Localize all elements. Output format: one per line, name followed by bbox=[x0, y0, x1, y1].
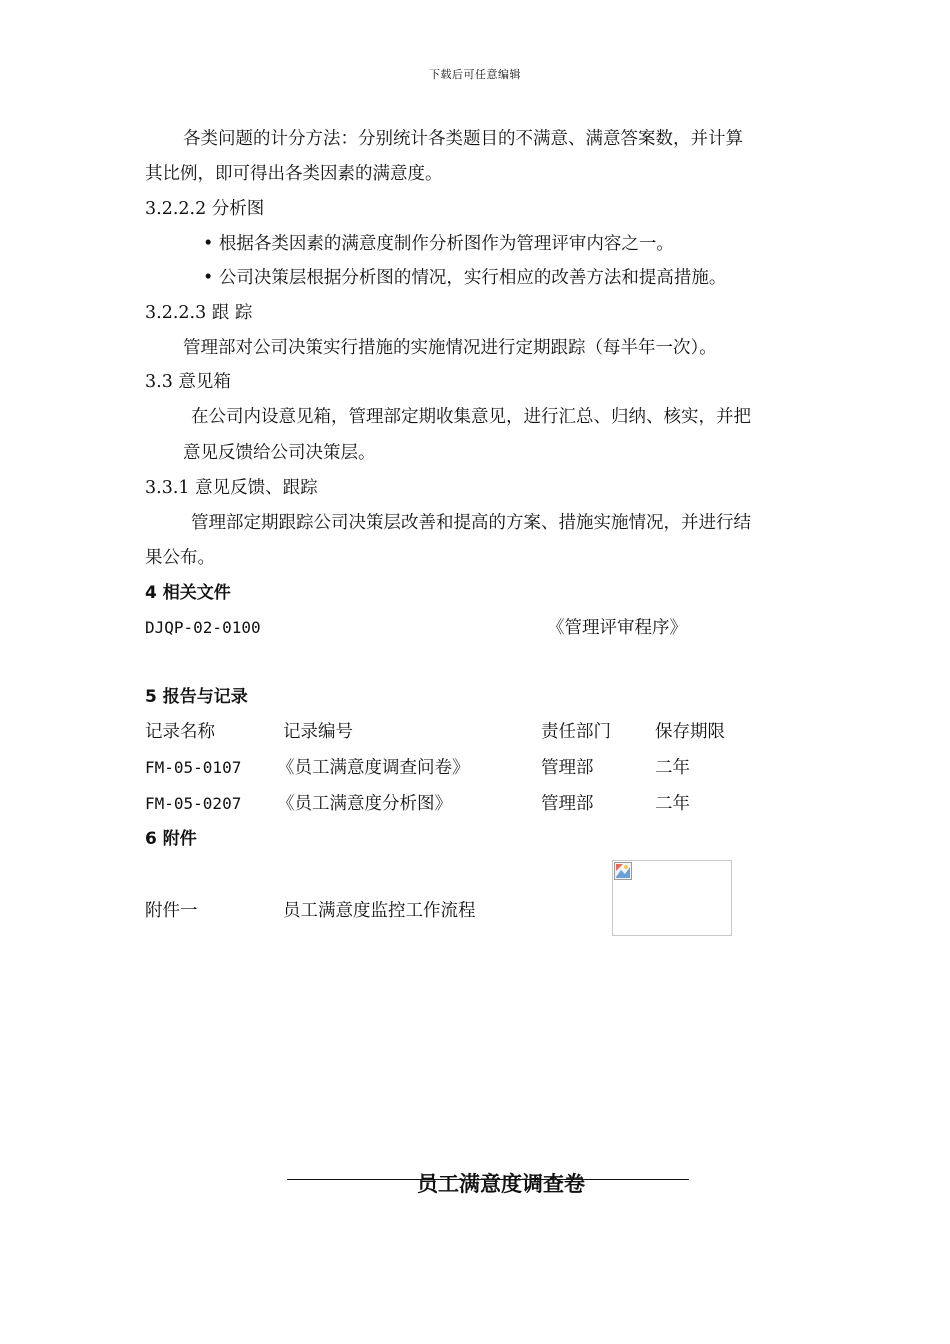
paragraph-line: 在公司内设意见箱，管理部定期收集意见，进行汇总、归纳、核实，并把 bbox=[191, 407, 751, 427]
table-header-cell: 保存期限 bbox=[655, 722, 725, 742]
table-cell: 二年 bbox=[655, 794, 690, 814]
table-header-cell: 记录编号 bbox=[283, 722, 353, 742]
page-header: 下载后可任意编辑 bbox=[429, 68, 521, 81]
section-heading: 3.2.2.2 分析图 bbox=[145, 199, 265, 219]
table-cell: FM-05-0107 bbox=[145, 758, 242, 777]
table-cell: 管理部 bbox=[541, 794, 594, 814]
broken-image-icon bbox=[614, 862, 632, 880]
bullet-item: • 公司决策层根据分析图的情况，实行相应的改善方法和提高措施。 bbox=[203, 268, 727, 288]
doc-name: 《管理评审程序》 bbox=[547, 618, 687, 638]
table-cell: 《员工满意度分析图》 bbox=[277, 794, 452, 814]
section-heading: 4 相关文件 bbox=[145, 583, 231, 603]
paragraph-line: 其比例，即可得出各类因素的满意度。 bbox=[145, 164, 443, 184]
section-heading: 5 报告与记录 bbox=[145, 687, 248, 707]
table-header-cell: 记录名称 bbox=[145, 722, 215, 742]
section-heading: 3.3 意见箱 bbox=[145, 372, 231, 392]
table-cell: FM-05-0207 bbox=[145, 794, 242, 813]
section-heading: 3.3.1 意见反馈、跟踪 bbox=[145, 478, 318, 498]
paragraph-line: 果公布。 bbox=[145, 548, 215, 568]
paragraph-line: 管理部定期跟踪公司决策层改善和提高的方案、措施实施情况，并进行结 bbox=[191, 513, 751, 533]
attachment-name: 员工满意度监控工作流程 bbox=[283, 901, 476, 921]
paragraph-line: 管理部对公司决策实行措施的实施情况进行定期跟踪（每半年一次）。 bbox=[183, 338, 717, 358]
doc-code: DJQP-02-0100 bbox=[145, 618, 261, 637]
bullet-item: • 根据各类因素的满意度制作分析图作为管理评审内容之一。 bbox=[203, 234, 674, 254]
attachment-label: 附件一 bbox=[145, 901, 198, 921]
attachment-image-placeholder[interactable] bbox=[612, 860, 732, 936]
survey-title-block bbox=[287, 1168, 689, 1198]
section-heading: 3.2.2.3 跟 踪 bbox=[145, 303, 253, 323]
survey-title: 员工满意度调查卷 bbox=[417, 1172, 585, 1196]
table-cell: 二年 bbox=[655, 758, 690, 778]
table-cell: 管理部 bbox=[541, 758, 594, 778]
table-cell: 《员工满意度调查问卷》 bbox=[277, 758, 470, 778]
paragraph-line: 意见反馈给公司决策层。 bbox=[183, 443, 376, 463]
paragraph-line: 各类问题的计分方法：分别统计各类题目的不满意、满意答案数，并计算 bbox=[183, 129, 743, 149]
section-heading: 6 附件 bbox=[145, 829, 197, 849]
table-header-cell: 责任部门 bbox=[541, 722, 611, 742]
